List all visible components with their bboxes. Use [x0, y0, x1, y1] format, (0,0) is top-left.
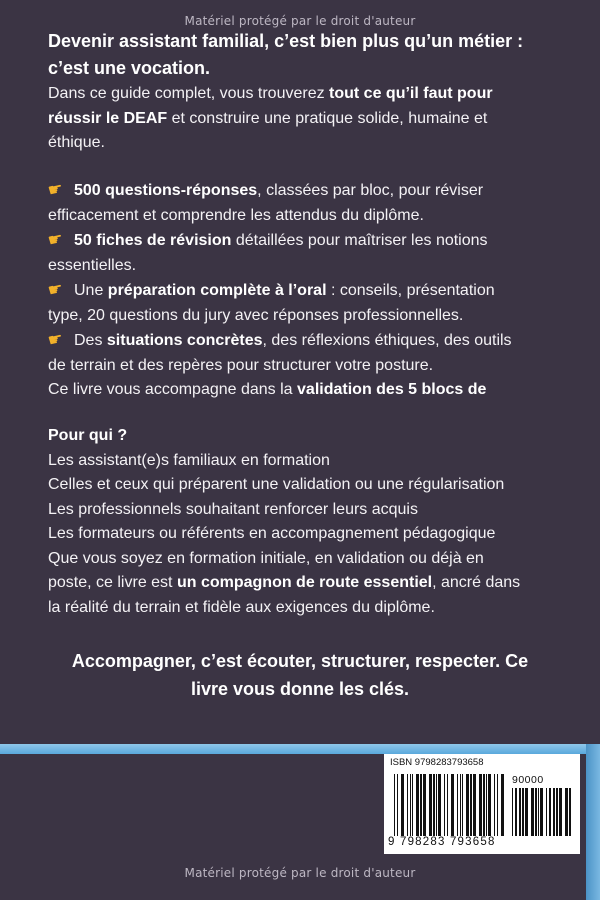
- copyright-watermark: Matériel protégé par le droit d'auteur: [184, 14, 416, 28]
- validation-line: [48, 378, 578, 403]
- audience-paragraph-line-3: la réalité du terrain et fidèle aux exigences du diplôme.: [48, 598, 435, 616]
- audience-item: Les formateurs ou référents en accompagnement pédagogique: [48, 525, 496, 542]
- feature-item-questions-cont: efficacement et comprendre les attendus du diplôme.: [48, 206, 424, 224]
- deaf-bold-text: réussir le DEAF: [48, 109, 168, 127]
- feature-text: détaillées pour maîtriser les notions: [231, 232, 488, 249]
- feature-bold-text: situations concrètes: [106, 332, 263, 349]
- feature-text: : conseils, présentation: [326, 282, 495, 299]
- feature-item-situations-cont: de terrain et des repères pour structurer votre posture.: [48, 356, 434, 374]
- audience-bold-text: un compagnon de route essentiel: [176, 574, 433, 591]
- feature-item-fiches: [48, 228, 578, 254]
- intro-title-line-2: c’est une vocation.: [48, 58, 211, 78]
- audience-paragraph-line-1: Que vous soyez en formation initiale, en validation ou déjà en: [48, 549, 484, 567]
- feature-text: Des: [74, 332, 107, 349]
- feature-bold-text: 500 questions-réponses: [74, 182, 258, 199]
- audience-paragraph-line-2: [48, 571, 578, 596]
- features-list: [48, 178, 578, 403]
- intro-line-3: éthique.: [48, 134, 105, 151]
- isbn-label: ISBN 9798283793658: [390, 757, 484, 768]
- closing-line-1: Accompagner, c’est écouter, structurer, respecter. Ce: [71, 651, 529, 671]
- validation-bold-text: validation des 5 blocs de: [297, 381, 487, 398]
- intro-bold-text: tout ce qu’il faut pour: [329, 85, 493, 102]
- audience-item: Les professionnels souhaitant renforcer leurs acquis: [48, 500, 418, 518]
- audience-item: Celles et ceux qui préparent une validation ou une régularisation: [48, 476, 505, 493]
- intro-title-line-1: Devenir assistant familial, c’est bien plus qu’un métier :: [48, 31, 524, 51]
- copyright-watermark-bottom: Matériel protégé par le droit d'auteur: [184, 866, 416, 880]
- intro-line-2: [48, 107, 578, 132]
- audience-text: poste, ce livre est: [48, 574, 177, 591]
- intro-section: [48, 28, 578, 156]
- addon-barcode-bars: [512, 788, 572, 836]
- feature-text: Une: [74, 282, 108, 299]
- price-code: 90000: [512, 774, 544, 786]
- closing-line-2: livre vous donne les clés.: [190, 679, 410, 699]
- pointing-hand-icon: ☛: [46, 178, 66, 202]
- barcode-bars: [394, 774, 506, 836]
- feature-item-oral-cont: type, 20 questions du jury avec réponses professionnelles.: [48, 306, 464, 324]
- feature-item-questions: [48, 178, 578, 204]
- feature-bold-text: 50 fiches de révision: [74, 232, 232, 249]
- feature-bold-text: préparation complète à l’oral: [107, 282, 327, 299]
- audience-text: , ancré dans: [432, 574, 521, 591]
- feature-item-situations: [48, 328, 578, 354]
- audience-heading: Pour qui ?: [48, 427, 128, 444]
- feature-item-fiches-cont: essentielles.: [48, 256, 137, 274]
- audience-item: Les assistant(e)s familiaux en formation: [48, 451, 330, 469]
- validation-text: Ce livre vous accompagne dans la: [48, 381, 298, 398]
- pointing-hand-icon: ☛: [46, 278, 66, 302]
- isbn-barcode: [384, 754, 580, 854]
- isbn-digits: 9 798283 793658: [388, 836, 496, 848]
- feature-item-oral: [48, 278, 578, 304]
- feature-text: , des réflexions éthiques, des outils: [262, 332, 512, 349]
- feature-text: , classées par bloc, pour réviser: [257, 182, 484, 199]
- pointing-hand-icon: ☛: [46, 328, 66, 352]
- intro-text: Dans ce guide complet, vous trouverez: [48, 85, 330, 102]
- intro-text: et construire une pratique solide, humaine et: [167, 109, 488, 127]
- intro-line-1: [48, 82, 578, 107]
- audience-section: [48, 424, 578, 620]
- blue-band: [0, 744, 600, 754]
- pointing-hand-icon: ☛: [46, 228, 66, 252]
- closing-tagline: [40, 647, 560, 703]
